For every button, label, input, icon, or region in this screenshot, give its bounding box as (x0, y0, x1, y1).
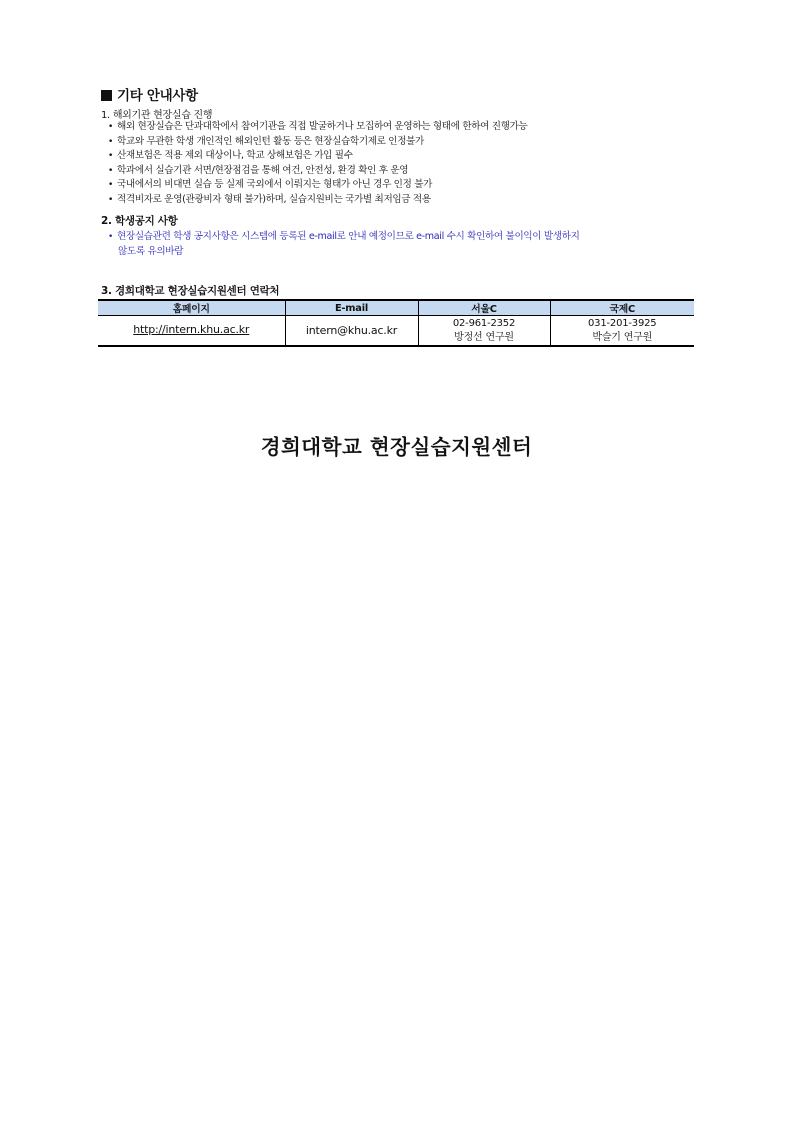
table-header-row (98, 300, 694, 316)
table-row (98, 316, 694, 347)
seoul-person: 방정선 연구원 (454, 331, 514, 343)
seoul-contact-cell (418, 316, 550, 347)
section-title-text: 기타 안내사항 (117, 88, 198, 104)
section-title (101, 84, 198, 104)
email-cell: intern@khu.ac.kr (285, 316, 418, 347)
footer-title: 경희대학교 현장실습지원센터 (260, 435, 533, 459)
bullet-icon: • (108, 232, 113, 242)
global-phone: 031-201-3925 (588, 317, 657, 329)
list-item: • 해외 현장실습은 단과대학에서 참여기관을 직접 발굴하거나 모집하여 운영하는 형태에 한하여 진행가능 (108, 120, 527, 135)
list-item: • 학교와 무관한 학생 개인적인 해외인턴 활동 등은 현장실습학기제로 인정불가 (108, 135, 527, 150)
column-header-seoul: 서울C (418, 300, 550, 316)
overseas-list (108, 120, 527, 208)
bullet-icon: • (108, 165, 113, 176)
bullet-icon: • (108, 194, 113, 205)
column-header-homepage: 홈페이지 (98, 300, 285, 316)
overseas-heading: 1. 해외기관 현장실습 진행 (101, 110, 213, 121)
global-contact-cell (550, 316, 694, 347)
list-item: • 산재보험은 적용 제외 대상이나, 학교 상해보험은 가입 필수 (108, 149, 527, 164)
list-item: • 적격비자로 운영(관광비자 형태 불가)하며, 실습지원비는 국가별 최저임금 적용 (108, 193, 527, 208)
column-header-email: E-mail (285, 300, 418, 316)
list-item: • 국내에서의 비대면 실습 등 실제 국외에서 이뤄지는 형태가 아닌 경우 인정 불가 (108, 178, 527, 193)
list-item: • 학과에서 실습기관 서면/현장점검을 통해 여건, 안전성, 환경 확인 후 운영 (108, 164, 527, 179)
homepage-link[interactable]: http://intern.khu.ac.kr (133, 323, 250, 336)
bullet-icon: • (108, 122, 113, 132)
list-item: • 현장실습관련 학생 공지사항은 시스템에 등록된 e-mail로 안내 예정이므로 e-mail 수시 확인하여 불이익이 발생하지 (108, 230, 580, 245)
contact-table (98, 299, 694, 347)
black-square-icon (101, 90, 112, 101)
homepage-cell (98, 316, 285, 347)
bullet-icon: • (108, 180, 113, 191)
contact-heading: 3. 경희대학교 현장실습지원센터 연락처 (101, 285, 280, 297)
bullet-icon: • (108, 136, 113, 147)
list-item-continuation: 않도록 유의바람 (118, 245, 184, 257)
notice-list (108, 230, 580, 259)
seoul-phone: 02-961-2352 (452, 317, 516, 329)
notice-heading: 2. 학생공지 사항 (101, 215, 178, 227)
bullet-icon: • (108, 151, 113, 162)
column-header-global: 국제C (550, 300, 694, 316)
global-person: 박슬기 연구원 (592, 331, 653, 343)
